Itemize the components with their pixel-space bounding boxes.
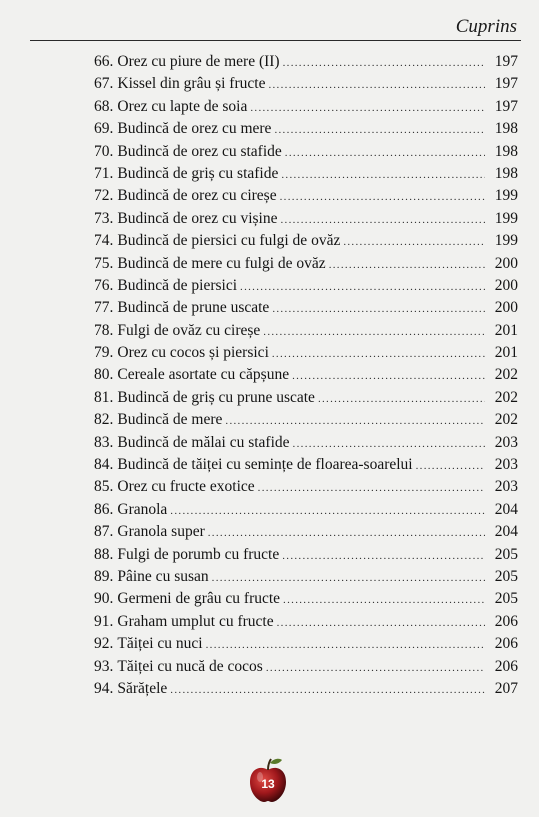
dot-leader [212, 567, 485, 589]
entry-title: Sărățele [117, 679, 168, 697]
dot-leader [225, 410, 485, 432]
entry-number: 81. [94, 388, 114, 406]
toc-entry [94, 387, 518, 409]
entry-page-number: 207 [494, 679, 518, 697]
entry-page-number: 202 [494, 366, 518, 384]
entry-page-number: 201 [494, 321, 518, 339]
toc-entry [94, 633, 518, 655]
entry-page-number: 202 [494, 411, 518, 429]
toc-entry [94, 521, 518, 543]
entry-number: 82. [94, 411, 114, 429]
dot-leader [272, 343, 485, 365]
entry-title: Budincă de griș cu stafide [117, 164, 279, 182]
toc-entry [94, 118, 518, 140]
dot-leader [266, 657, 485, 679]
entry-page-number: 198 [494, 120, 518, 138]
entry-number: 86. [94, 500, 114, 518]
entry-number: 94. [94, 679, 114, 697]
entry-title: Tăiței cu nuci [117, 635, 203, 653]
toc-entry [94, 96, 518, 118]
entry-number: 92. [94, 635, 114, 653]
dot-leader [318, 388, 485, 410]
entry-number: 88. [94, 545, 114, 563]
entry-number: 84. [94, 456, 114, 474]
dot-leader [263, 321, 485, 343]
entry-title: Fulgi de ovăz cu cireșe [117, 321, 261, 339]
toc-entry [94, 678, 518, 700]
entry-number: 76. [94, 276, 114, 294]
entry-page-number: 197 [494, 75, 518, 93]
entry-title: Orez cu fructe exotice [117, 478, 255, 496]
toc-entry [94, 588, 518, 610]
toc-entry [94, 297, 518, 319]
entry-page-number: 203 [494, 433, 518, 451]
entry-title: Budincă de orez cu stafide [117, 142, 282, 160]
entry-title: Budincă de mere cu fulgi de ovăz [117, 254, 326, 272]
entry-title: Tăiței cu nucă de cocos [117, 657, 263, 675]
entry-page-number: 199 [494, 232, 518, 250]
entry-title: Graham umplut cu fructe [117, 612, 274, 630]
entry-page-number: 205 [494, 590, 518, 608]
entry-page-number: 205 [494, 545, 518, 563]
entry-page-number: 200 [494, 254, 518, 272]
entry-title: Budincă de orez cu cireșe [117, 187, 277, 205]
dot-leader [170, 679, 485, 701]
entry-title: Budincă de piersici [117, 276, 238, 294]
entry-page-number: 197 [494, 97, 518, 115]
toc-entry [94, 611, 518, 633]
dot-leader [274, 119, 485, 141]
entry-page-number: 203 [494, 456, 518, 474]
dot-leader [416, 455, 485, 477]
entry-number: 70. [94, 142, 114, 160]
page-folio [248, 757, 288, 803]
entry-title: Budincă de orez cu vișine [117, 209, 278, 227]
entry-number: 83. [94, 433, 114, 451]
entry-title: Orez cu piure de mere (II) [117, 53, 280, 70]
page-number: 13 [261, 777, 275, 791]
header-title: Cuprins [455, 16, 517, 37]
toc-entry [94, 476, 518, 498]
toc-entry [94, 230, 518, 252]
entry-number: 66. [94, 53, 114, 70]
dot-leader [281, 164, 485, 186]
entry-title: Kissel din grâu și fructe [117, 75, 266, 93]
dot-leader [170, 500, 485, 522]
entry-title: Pâine cu susan [117, 567, 209, 585]
entry-number: 89. [94, 567, 114, 585]
entry-title: Budincă de piersici cu fulgi de ovăz [117, 232, 341, 250]
entry-number: 78. [94, 321, 114, 339]
entry-page-number: 204 [494, 500, 518, 518]
toc-entry [94, 253, 518, 275]
dot-leader [292, 365, 485, 387]
entry-number: 79. [94, 344, 114, 362]
entry-title: Budincă de mere [117, 411, 223, 429]
entry-page-number: 203 [494, 478, 518, 496]
entry-number: 75. [94, 254, 114, 272]
dot-leader [282, 545, 485, 567]
entry-page-number: 199 [494, 209, 518, 227]
toc-entry [94, 208, 518, 230]
dot-leader [272, 298, 485, 320]
entry-title: Granola super [117, 523, 205, 541]
entry-title: Budincă de tăiței cu semințe de floarea-soarelui [117, 456, 413, 474]
dot-leader [206, 634, 485, 656]
dot-leader [293, 433, 485, 455]
entry-page-number: 202 [494, 388, 518, 406]
dot-leader [240, 276, 485, 298]
toc-entry [94, 499, 518, 521]
dot-leader [283, 589, 485, 611]
entry-page-number: 198 [494, 142, 518, 160]
entry-number: 85. [94, 478, 114, 496]
toc-entry [94, 320, 518, 342]
entry-number: 93. [94, 657, 114, 675]
dot-leader [329, 254, 485, 276]
toc-entry [94, 185, 518, 207]
toc-entry [94, 566, 518, 588]
entry-title: Granola [117, 500, 168, 518]
toc-entry [94, 275, 518, 297]
dot-leader [208, 522, 485, 544]
toc-entry [94, 141, 518, 163]
dot-leader [280, 186, 485, 208]
entry-page-number: 198 [494, 164, 518, 182]
toc-entry [94, 409, 518, 431]
entry-number: 91. [94, 612, 114, 630]
toc-entry [94, 454, 518, 476]
entry-title: Orez cu cocos și piersici [117, 344, 269, 362]
entry-title: Cereale asortate cu căpșune [117, 366, 290, 384]
entry-number: 73. [94, 209, 114, 227]
entry-title: Budincă de griș cu prune uscate [117, 388, 315, 406]
entry-page-number: 205 [494, 567, 518, 585]
entry-number: 68. [94, 97, 114, 115]
entry-title: Orez cu lapte de soia [117, 97, 248, 115]
dot-leader [268, 74, 485, 96]
toc-entry [94, 51, 518, 73]
entry-number: 87. [94, 523, 114, 541]
toc-entry [94, 364, 518, 386]
toc-entry [94, 163, 518, 185]
entry-page-number: 206 [494, 635, 518, 653]
page-header [30, 14, 521, 41]
table-of-contents [94, 51, 518, 700]
toc-entry [94, 656, 518, 678]
entry-number: 69. [94, 120, 114, 138]
entry-page-number: 200 [494, 299, 518, 317]
entry-page-number: 197 [494, 53, 518, 70]
entry-number: 67. [94, 75, 114, 93]
dot-leader [258, 477, 485, 499]
entry-page-number: 200 [494, 276, 518, 294]
entry-page-number: 199 [494, 187, 518, 205]
entry-page-number: 206 [494, 657, 518, 675]
entry-number: 71. [94, 164, 114, 182]
entry-page-number: 204 [494, 523, 518, 541]
dot-leader [277, 612, 485, 634]
entry-title: Germeni de grâu cu fructe [117, 590, 281, 608]
toc-entry [94, 544, 518, 566]
toc-entry [94, 342, 518, 364]
dot-leader [343, 231, 485, 253]
toc-entry [94, 432, 518, 454]
toc-entry [94, 73, 518, 95]
dot-leader [280, 209, 485, 231]
entry-number: 72. [94, 187, 114, 205]
entry-number: 74. [94, 232, 114, 250]
entry-title: Fulgi de porumb cu fructe [117, 545, 280, 563]
dot-leader [285, 142, 485, 164]
entry-number: 77. [94, 299, 114, 317]
entry-page-number: 201 [494, 344, 518, 362]
entry-title: Budincă de orez cu mere [117, 120, 272, 138]
entry-page-number: 206 [494, 612, 518, 630]
entry-number: 80. [94, 366, 114, 384]
entry-number: 90. [94, 590, 114, 608]
dot-leader [283, 52, 485, 74]
entry-title: Budincă de prune uscate [117, 299, 270, 317]
entry-title: Budincă de mălai cu stafide [117, 433, 290, 451]
dot-leader [250, 97, 485, 119]
